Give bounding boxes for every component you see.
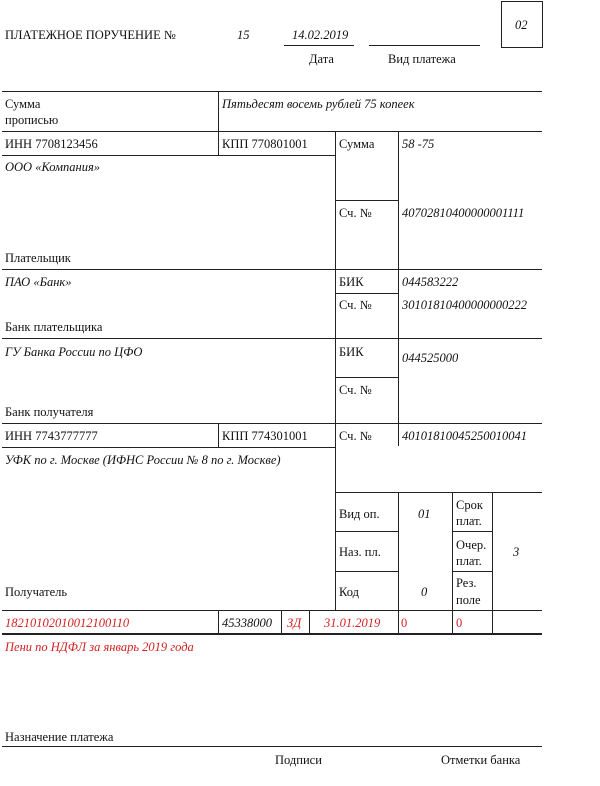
bank-marks-label: Отметки банка xyxy=(441,753,521,767)
row-line xyxy=(335,492,542,493)
row-line xyxy=(335,377,398,378)
date-label: Дата xyxy=(309,52,334,66)
col-line xyxy=(281,610,282,633)
recipient-bank-bik-value: 044525000 xyxy=(402,351,459,365)
row-line xyxy=(2,423,542,424)
sum-value: 58 -75 xyxy=(402,137,435,151)
code-value: 0 xyxy=(421,585,428,599)
doc-date-value: 0 xyxy=(456,616,463,630)
op-type-label: Вид оп. xyxy=(339,507,380,521)
row-line xyxy=(2,131,542,132)
recipient-inn: ИНН 7743777777 xyxy=(5,429,98,443)
payer-kpp: КПП 770801001 xyxy=(222,137,308,151)
col-line xyxy=(335,423,336,610)
col-line xyxy=(218,423,219,447)
row-line xyxy=(452,531,492,532)
payer-inn: ИНН 7708123456 xyxy=(5,137,98,151)
recipient-bank-account-label: Сч. № xyxy=(339,383,372,397)
col-line xyxy=(218,131,219,155)
row-line xyxy=(452,571,492,572)
purpose-bottom-line xyxy=(2,746,542,747)
payment-type-label: Вид платежа xyxy=(388,52,456,66)
kbk-value: 18210102010012100110 xyxy=(5,616,130,630)
recipient-kpp: КПП 774301001 xyxy=(222,429,308,443)
purpose-code-label: Наз. пл. xyxy=(339,545,381,559)
col-line xyxy=(398,131,399,423)
recipient-label: Получатель xyxy=(5,585,68,599)
col-line xyxy=(452,492,453,633)
payer-bank-name: ПАО «Банк» xyxy=(5,275,72,289)
col-line xyxy=(335,131,336,423)
col-line xyxy=(218,610,219,633)
form-code: 02 xyxy=(515,18,528,32)
payer-account-value: 40702810400000001111 xyxy=(402,206,525,220)
payer-bank-bik-label: БИК xyxy=(339,275,364,289)
payment-type-underline xyxy=(369,45,480,46)
recipient-bank-name: ГУ Банка России по ЦФО xyxy=(5,345,143,359)
op-type-value: 01 xyxy=(418,507,431,521)
basis-value: ЗД xyxy=(287,616,302,630)
row-line xyxy=(2,269,542,270)
row-line xyxy=(2,447,335,448)
period-value: 31.01.2019 xyxy=(324,616,381,630)
payer-bank-bik-value: 044583222 xyxy=(402,275,459,289)
amount-words-label-2: прописью xyxy=(5,113,59,127)
document-date: 14.02.2019 xyxy=(292,28,349,42)
amount-words-value: Пятьдесят восемь рублей 75 копеек xyxy=(222,97,415,111)
queue-value: 3 xyxy=(513,545,520,559)
queue-label-1: Очер. xyxy=(456,538,487,552)
document-number: 15 xyxy=(237,28,250,42)
row-line xyxy=(335,571,398,572)
col-line xyxy=(492,492,493,633)
reserve-label-1: Рез. xyxy=(456,576,477,590)
term-label-1: Срок xyxy=(456,498,483,512)
payer-name: ООО «Компания» xyxy=(5,160,101,174)
row-line xyxy=(2,338,542,339)
row-line xyxy=(335,531,398,532)
purpose-text: Пени по НДФЛ за январь 2019 года xyxy=(5,640,194,654)
payer-account-label: Сч. № xyxy=(339,206,372,220)
purpose-label: Назначение платежа xyxy=(5,730,114,744)
amount-words-divider xyxy=(218,91,219,131)
payer-bank-account-label: Сч. № xyxy=(339,298,372,312)
row-line xyxy=(2,633,542,635)
code-label: Код xyxy=(339,585,359,599)
reserve-label-2: поле xyxy=(456,593,481,607)
recipient-name: УФК по г. Москве (ИФНС России № 8 по г. Москве) xyxy=(5,453,281,467)
payer-bank-account-value: 30101810400000000222 xyxy=(402,298,527,312)
row-line xyxy=(2,155,335,156)
col-line xyxy=(398,423,399,446)
row-line xyxy=(2,610,542,611)
amount-words-label-1: Сумма xyxy=(5,97,41,111)
amount-words-top-line xyxy=(2,91,542,92)
sum-label: Сумма xyxy=(339,137,375,151)
term-label-2: плат. xyxy=(456,514,482,528)
form-code-box xyxy=(501,1,543,48)
recipient-bank-label: Банк получателя xyxy=(5,405,94,419)
col-line xyxy=(309,610,310,633)
recipient-bank-bik-label: БИК xyxy=(339,345,364,359)
signatures-label: Подписи xyxy=(275,753,322,767)
date-underline xyxy=(284,45,354,46)
queue-label-2: плат. xyxy=(456,554,482,568)
document-title: ПЛАТЕЖНОЕ ПОРУЧЕНИЕ № xyxy=(5,28,176,42)
recipient-account-label: Сч. № xyxy=(339,429,372,443)
row-line xyxy=(335,293,398,294)
payer-label: Плательщик xyxy=(5,251,71,265)
payer-bank-label: Банк плательщика xyxy=(5,320,103,334)
oktmo-value: 45338000 xyxy=(222,616,272,630)
doc-number-value: 0 xyxy=(401,616,408,630)
recipient-account-value: 40101810045250010041 xyxy=(402,429,527,443)
col-line xyxy=(398,492,399,633)
row-line xyxy=(335,200,398,201)
